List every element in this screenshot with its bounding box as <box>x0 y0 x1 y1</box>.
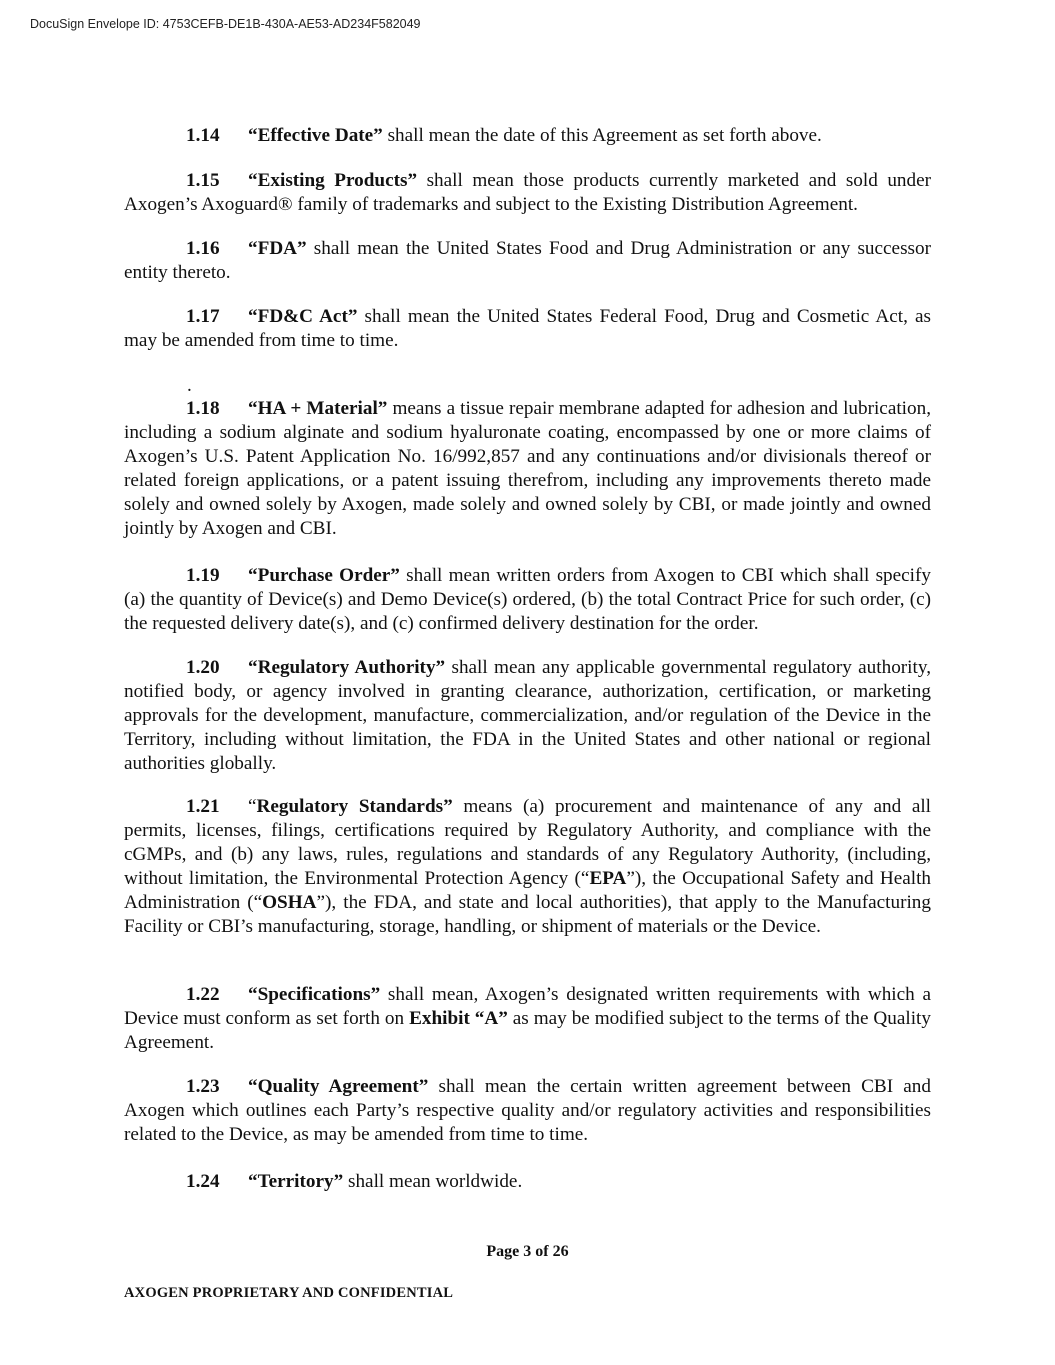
section-number: 1.16 <box>186 238 220 259</box>
definition-text: shall mean the United States Federal Food, Drug and Cosmetic Act, as may be amended from time to time. <box>124 306 931 351</box>
definition-1-20 <box>124 656 931 776</box>
defined-term: “Existing Products” <box>248 170 418 191</box>
definition-text: ”), the Occupational Safety and Health Administration (“ <box>124 867 931 913</box>
section-number: 1.23 <box>186 1076 220 1097</box>
section-number: 1.20 <box>186 657 220 678</box>
section-number: 1.19 <box>186 565 220 586</box>
defined-term: “Territory” <box>248 1171 344 1192</box>
definition-1-14 <box>124 124 931 148</box>
definition-text: shall mean any applicable governmental regulatory authority, notified body, or agency involved in granting clearance, authorization, certification, or marketing approvals for the development, manufacture, commercialization, and/or regulation of the Device in the Territory, including without limitation, the FDA in the United States and other national or regional authorities globally. <box>124 657 931 774</box>
definition-1-18 <box>124 397 931 540</box>
section-number: 1.22 <box>186 984 220 1005</box>
definition-text: ”), the FDA, and state and local authorities), that apply to the Manufacturing Facility or CBI’s manufacturing, storage, handling, or shipment of materials or the Device. <box>124 891 931 937</box>
section-number: 1.17 <box>186 306 220 327</box>
definition-1-24 <box>124 1170 931 1194</box>
confidentiality-footer: AXOGEN PROPRIETARY AND CONFIDENTIAL <box>124 1285 454 1301</box>
defined-term: Exhibit “A” <box>409 1007 508 1029</box>
defined-term: OSHA <box>262 891 317 913</box>
definition-1-23 <box>124 1075 931 1147</box>
definition-text: as may be modified subject to the terms of the Quality Agreement. <box>124 1007 931 1053</box>
definition-1-16 <box>124 237 931 285</box>
defined-term: Regulatory Standards” <box>256 796 453 817</box>
defined-term: “Quality Agreement” <box>248 1076 429 1097</box>
defined-term: “FDA” <box>248 238 307 259</box>
page-number: Page 3 of 26 <box>486 1243 569 1260</box>
definition-text: shall mean the certain written agreement between CBI and Axogen which outlines each Party’s respective quality and/or regulatory activities and responsibilities related to the Device, as may be amended from time to time. <box>124 1076 931 1145</box>
definition-text: shall mean those products currently marketed and sold under Axogen’s Axoguard® family of trademarks and subject to the Existing Distribution Agreement. <box>124 170 932 215</box>
definition-text: means (a) procurement and maintenance of any and all permits, licenses, filings, certifications required by Regulatory Authority, and compliance with the cGMPs, and (b) any laws, rules, regulations and standards of any Regulatory Authority, (including, without limitation, the Environmental Protection Agency (“ <box>124 796 932 889</box>
defined-term: “Purchase Order” <box>248 565 400 586</box>
definition-text: shall mean written orders from Axogen to CBI which shall specify (a) the quantity of Device(s) and Demo Device(s) ordered, (b) the total Contract Price for such order, (c) the requested delivery date(s), and (c) confirmed delivery destination for the order. <box>124 565 931 634</box>
defined-term: EPA <box>589 867 627 889</box>
defined-term: “Effective Date” <box>248 125 383 146</box>
defined-term: “FD&C Act” <box>248 306 358 327</box>
section-number: 1.18 <box>186 398 220 419</box>
definition-1-19 <box>124 564 931 636</box>
definition-1-22 <box>124 983 931 1055</box>
definition-text: “ <box>248 796 257 817</box>
docusign-envelope-id: DocuSign Envelope ID: 4753CEFB-DE1B-430A-AE53-AD234F582049 <box>30 17 421 31</box>
stray-period-mark: . <box>187 375 192 396</box>
section-number: 1.14 <box>186 125 220 146</box>
defined-term: “Regulatory Authority” <box>248 657 446 678</box>
defined-term: “HA + Material” <box>248 398 388 419</box>
definition-1-15 <box>124 169 931 217</box>
definition-text: shall mean the date of this Agreement as set forth above. <box>382 125 822 146</box>
section-number: 1.21 <box>186 796 220 817</box>
definition-text: shall mean, Axogen’s designated written requirements with which a Device must conform as set forth on <box>124 984 931 1029</box>
defined-term: “Specifications” <box>248 984 381 1005</box>
section-number: 1.24 <box>186 1171 220 1192</box>
definition-text: shall mean worldwide. <box>343 1171 523 1192</box>
definition-text: shall mean the United States Food and Drug Administration or any successor entity thereto. <box>124 238 931 283</box>
definition-1-17 <box>124 305 931 353</box>
section-number: 1.15 <box>186 170 220 191</box>
definition-text: means a tissue repair membrane adapted for adhesion and lubrication, including a sodium alginate and sodium hyaluronate coating, encompassed by one or more claims of Axogen’s U.S. Patent Application No. 16/992,857 and any continuations and/or divisionals thereof or related foreign applications, or a patent issuing therefrom, including any improvements thereto made solely and owned solely by Axogen, made solely and owned solely by CBI, or made jointly and owned jointly by Axogen and CBI. <box>124 398 931 539</box>
definition-1-21 <box>124 795 931 938</box>
